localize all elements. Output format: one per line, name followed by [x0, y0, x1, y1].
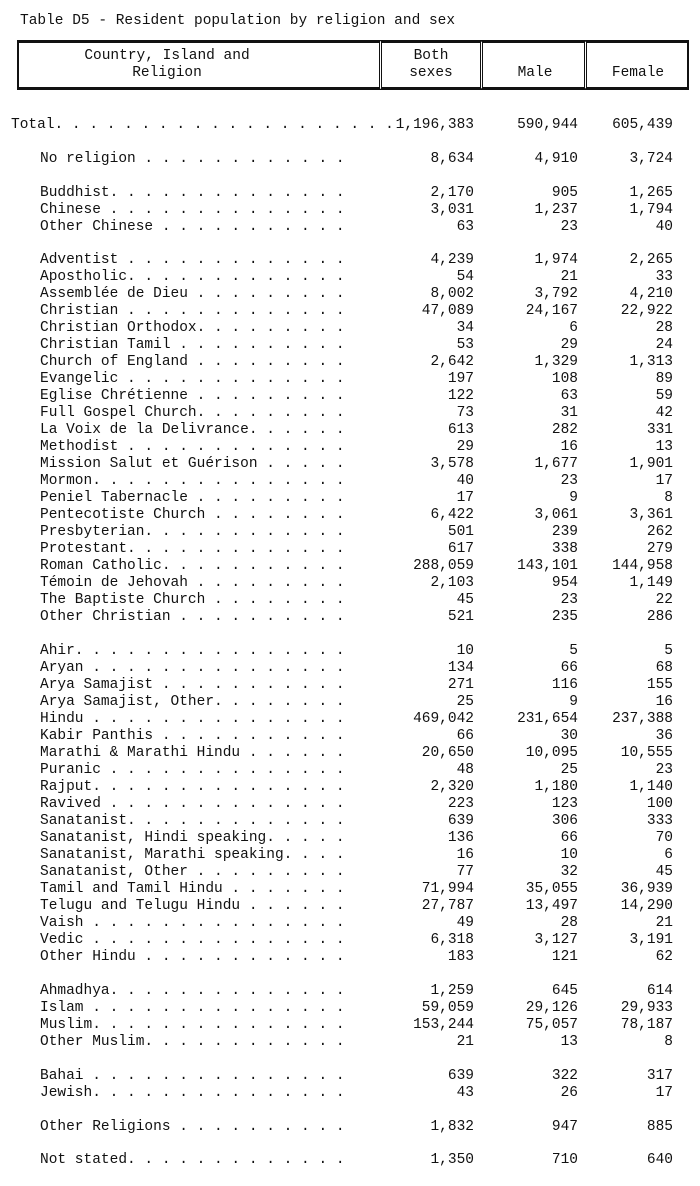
religion-label: Jewish. . . . . . . . . . . . . . . — [40, 1084, 345, 1101]
table-row — [0, 252, 700, 269]
religion-label: Arya Samajist . . . . . . . . . . . — [40, 677, 345, 694]
male-value: 32 — [560, 864, 578, 881]
both-sexes-value: 66 — [456, 728, 474, 745]
table-row — [0, 439, 700, 456]
religion-label: Arya Samajist, Other. . . . . . . . — [40, 694, 345, 711]
male-value: 24,167 — [525, 303, 578, 320]
both-sexes-value: 53 — [456, 337, 474, 354]
male-value: 3,061 — [534, 507, 578, 524]
both-sexes-value: 54 — [456, 269, 474, 286]
religion-label: Kabir Panthis . . . . . . . . . . . — [40, 728, 345, 745]
female-value: 29,933 — [620, 999, 673, 1016]
religion-label: Islam . . . . . . . . . . . . . . . — [40, 999, 345, 1016]
table-header — [17, 40, 689, 90]
male-value: 108 — [551, 371, 578, 388]
female-value: 155 — [646, 677, 673, 694]
female-value: 3,361 — [629, 507, 673, 524]
male-value: 31 — [560, 405, 578, 422]
both-sexes-value: 6,318 — [430, 932, 474, 949]
both-sexes-value: 469,042 — [413, 711, 474, 728]
religion-label: La Voix de la Delivrance. . . . . . — [40, 422, 345, 439]
religion-label: Eglise Chrétienne . . . . . . . . . — [40, 388, 345, 405]
male-value: 1,237 — [534, 201, 578, 218]
male-value: 645 — [551, 982, 578, 999]
religion-label: Vaish . . . . . . . . . . . . . . . — [40, 915, 345, 932]
religion-label: Other Religions . . . . . . . . . . — [40, 1118, 345, 1135]
table-row — [0, 830, 700, 847]
both-sexes-value: 16 — [456, 847, 474, 864]
female-value: 59 — [655, 388, 673, 405]
total-row — [0, 117, 700, 134]
religion-label: Christian Orthodox. . . . . . . . . — [40, 320, 345, 337]
religion-label: Pentecotiste Church . . . . . . . . — [40, 507, 345, 524]
table-row — [0, 677, 700, 694]
both-sexes-value: 501 — [447, 524, 474, 541]
male-value: 23 — [560, 592, 578, 609]
table-row — [0, 847, 700, 864]
male-value: 954 — [551, 575, 578, 592]
female-value: 262 — [646, 524, 673, 541]
both-sexes-value: 183 — [447, 949, 474, 966]
religion-label: Marathi & Marathi Hindu . . . . . . — [40, 745, 345, 762]
both-sexes-value: 8,002 — [430, 286, 474, 303]
both-sexes-value: 197 — [447, 371, 474, 388]
both-sexes-value: 1,832 — [430, 1118, 474, 1135]
religion-label: Tamil and Tamil Hindu . . . . . . . — [40, 881, 345, 898]
religion-label: Peniel Tabernacle . . . . . . . . . — [40, 490, 345, 507]
male-value: 23 — [560, 473, 578, 490]
both-sexes-value: 3,031 — [430, 201, 474, 218]
female-value: 22,922 — [620, 303, 673, 320]
table-row — [0, 881, 700, 898]
table-body — [0, 117, 700, 1169]
both-sexes-value: 1,196,383 — [395, 117, 474, 133]
table-row — [0, 1119, 700, 1136]
female-value: 605,439 — [612, 117, 673, 133]
religion-label: Ahmadhya. . . . . . . . . . . . . . — [40, 982, 345, 999]
religion-label: Telugu and Telugu Hindu . . . . . . — [40, 898, 345, 915]
male-value: 75,057 — [525, 1016, 578, 1033]
table-row — [0, 286, 700, 303]
table-row — [0, 456, 700, 473]
religion-label: Muslim. . . . . . . . . . . . . . . — [40, 1016, 345, 1033]
female-value: 62 — [655, 949, 673, 966]
male-value: 143,101 — [517, 558, 578, 575]
religion-label: Other Hindu . . . . . . . . . . . . — [40, 949, 345, 966]
female-value: 17 — [655, 1084, 673, 1101]
both-sexes-value: 2,103 — [430, 575, 474, 592]
male-value: 13,497 — [525, 898, 578, 915]
both-sexes-value: 40 — [456, 473, 474, 490]
both-sexes-value: 2,320 — [430, 779, 474, 796]
male-value: 231,654 — [517, 711, 578, 728]
religion-label: Full Gospel Church. . . . . . . . . — [40, 405, 345, 422]
religion-label: Christian Tamil . . . . . . . . . . — [40, 337, 345, 354]
religion-label: Sanatanist, Marathi speaking. . . . — [40, 847, 345, 864]
both-sexes-value: 521 — [447, 609, 474, 626]
both-sexes-value: 613 — [447, 422, 474, 439]
male-value: 35,055 — [525, 881, 578, 898]
male-value: 1,974 — [534, 252, 578, 269]
female-value: 28 — [655, 320, 673, 337]
table-row — [0, 592, 700, 609]
religion-label: Evangelic . . . . . . . . . . . . . — [40, 371, 345, 388]
religion-label: Methodist . . . . . . . . . . . . . — [40, 439, 345, 456]
both-sexes-value: 122 — [447, 388, 474, 405]
table-row — [0, 337, 700, 354]
both-sexes-value: 27,787 — [421, 898, 474, 915]
male-value: 10,095 — [525, 745, 578, 762]
female-value: 21 — [655, 915, 673, 932]
female-value: 144,958 — [612, 558, 673, 575]
male-value: 13 — [560, 1033, 578, 1050]
table-row — [0, 320, 700, 337]
table-row — [0, 898, 700, 915]
female-value: 2,265 — [629, 252, 673, 269]
both-sexes-value: 29 — [456, 439, 474, 456]
religion-label: Ravived . . . . . . . . . . . . . . — [40, 796, 345, 813]
female-value: 36,939 — [620, 881, 673, 898]
both-sexes-value: 639 — [447, 1067, 474, 1084]
religion-label: Buddhist. . . . . . . . . . . . . . — [40, 184, 345, 201]
religion-label: Ahir. . . . . . . . . . . . . . . . — [40, 643, 345, 660]
female-value: 78,187 — [620, 1016, 673, 1033]
religion-label: Christian . . . . . . . . . . . . . — [40, 303, 345, 320]
male-value: 1,677 — [534, 456, 578, 473]
male-value: 30 — [560, 728, 578, 745]
religion-label: Protestant. . . . . . . . . . . . . — [40, 541, 345, 558]
male-value: 23 — [560, 218, 578, 235]
table-row — [0, 473, 700, 490]
both-sexes-value: 4,239 — [430, 252, 474, 269]
religion-label: Hindu . . . . . . . . . . . . . . . — [40, 711, 345, 728]
table-row — [0, 762, 700, 779]
female-value: 317 — [646, 1067, 673, 1084]
male-value: 9 — [569, 694, 578, 711]
table-row — [0, 541, 700, 558]
male-value: 947 — [551, 1118, 578, 1135]
table-row — [0, 558, 700, 575]
table-row — [0, 575, 700, 592]
male-value: 25 — [560, 762, 578, 779]
male-value: 21 — [560, 269, 578, 286]
both-sexes-value: 2,642 — [430, 354, 474, 371]
female-value: 1,149 — [629, 575, 673, 592]
religion-label: Adventist . . . . . . . . . . . . . — [40, 252, 345, 269]
male-value: 29 — [560, 337, 578, 354]
header-male: Male — [517, 65, 553, 81]
religion-label: Church of England . . . . . . . . . — [40, 354, 345, 371]
religion-label: Apostholic. . . . . . . . . . . . . — [40, 269, 345, 286]
male-value: 29,126 — [525, 999, 578, 1016]
religion-label: Bahai . . . . . . . . . . . . . . . — [40, 1067, 345, 1084]
table-row — [0, 507, 700, 524]
both-sexes-value: 59,059 — [421, 999, 474, 1016]
female-value: 45 — [655, 864, 673, 881]
religion-label: The Baptiste Church . . . . . . . . — [40, 592, 345, 609]
female-value: 70 — [655, 830, 673, 847]
female-value: 4,210 — [629, 286, 673, 303]
table-row — [0, 1152, 700, 1169]
male-value: 121 — [551, 949, 578, 966]
religion-label: Aryan . . . . . . . . . . . . . . . — [40, 660, 345, 677]
religion-label: Sanatanist, Other . . . . . . . . . — [40, 864, 345, 881]
female-value: 1,140 — [629, 779, 673, 796]
female-value: 286 — [646, 609, 673, 626]
table-row — [0, 202, 700, 219]
male-value: 66 — [560, 830, 578, 847]
header-both-sexes: Both sexes — [409, 48, 453, 81]
both-sexes-value: 25 — [456, 694, 474, 711]
both-sexes-value: 34 — [456, 320, 474, 337]
both-sexes-value: 3,578 — [430, 456, 474, 473]
male-value: 4,910 — [534, 150, 578, 167]
male-value: 282 — [551, 422, 578, 439]
religion-label: Témoin de Jehovah . . . . . . . . . — [40, 575, 345, 592]
male-value: 905 — [551, 184, 578, 201]
both-sexes-value: 2,170 — [430, 184, 474, 201]
table-row — [0, 1034, 700, 1051]
both-sexes-value: 20,650 — [421, 745, 474, 762]
male-value: 710 — [551, 1152, 578, 1169]
male-value: 1,329 — [534, 354, 578, 371]
male-value: 3,127 — [534, 932, 578, 949]
both-sexes-value: 153,244 — [413, 1016, 474, 1033]
table-row — [0, 711, 700, 728]
male-value: 306 — [551, 813, 578, 830]
religion-label: Other Christian . . . . . . . . . . — [40, 609, 345, 626]
table-row — [0, 388, 700, 405]
table-row — [0, 1068, 700, 1085]
female-value: 33 — [655, 269, 673, 286]
female-value: 279 — [646, 541, 673, 558]
female-value: 6 — [664, 847, 673, 864]
male-value: 16 — [560, 439, 578, 456]
table-row — [0, 660, 700, 677]
table-row — [0, 728, 700, 745]
table-row — [0, 524, 700, 541]
female-value: 40 — [655, 218, 673, 235]
male-value: 63 — [560, 388, 578, 405]
male-value: 1,180 — [534, 779, 578, 796]
religion-label: Vedic . . . . . . . . . . . . . . . — [40, 932, 345, 949]
male-value: 10 — [560, 847, 578, 864]
female-value: 237,388 — [612, 711, 673, 728]
male-value: 26 — [560, 1084, 578, 1101]
header-religion: Country, Island and Religion — [84, 48, 250, 81]
table-row — [0, 371, 700, 388]
table-row — [0, 609, 700, 626]
female-value: 8 — [664, 1033, 673, 1050]
table-row — [0, 1000, 700, 1017]
female-value: 885 — [646, 1118, 673, 1135]
female-value: 331 — [646, 422, 673, 439]
both-sexes-value: 1,259 — [430, 982, 474, 999]
female-value: 614 — [646, 982, 673, 999]
male-value: 116 — [551, 677, 578, 694]
table-row — [0, 864, 700, 881]
table-row — [0, 796, 700, 813]
female-value: 68 — [655, 660, 673, 677]
table-row — [0, 185, 700, 202]
table-row — [0, 1017, 700, 1034]
male-value: 338 — [551, 541, 578, 558]
both-sexes-value: 223 — [447, 796, 474, 813]
both-sexes-value: 77 — [456, 864, 474, 881]
female-value: 1,265 — [629, 184, 673, 201]
female-value: 640 — [646, 1152, 673, 1169]
both-sexes-value: 47,089 — [421, 303, 474, 320]
table-row — [0, 745, 700, 762]
female-value: 10,555 — [620, 745, 673, 762]
table-row — [0, 694, 700, 711]
religion-label: No religion . . . . . . . . . . . . — [40, 150, 345, 167]
table-row — [0, 490, 700, 507]
female-value: 24 — [655, 337, 673, 354]
both-sexes-value: 17 — [456, 490, 474, 507]
table-row — [0, 1085, 700, 1102]
religion-label: Chinese . . . . . . . . . . . . . . — [40, 201, 345, 218]
both-sexes-value: 49 — [456, 915, 474, 932]
table-row — [0, 949, 700, 966]
male-value: 9 — [569, 490, 578, 507]
religion-label: Not stated. . . . . . . . . . . . . — [40, 1152, 345, 1169]
female-value: 16 — [655, 694, 673, 711]
table-row — [0, 779, 700, 796]
table-row — [0, 932, 700, 949]
religion-label: Mission Salut et Guérison . . . . . — [40, 456, 345, 473]
table-row — [0, 813, 700, 830]
female-value: 1,901 — [629, 456, 673, 473]
male-value: 3,792 — [534, 286, 578, 303]
female-value: 13 — [655, 439, 673, 456]
religion-label: Presbyterian. . . . . . . . . . . . — [40, 524, 345, 541]
table-row — [0, 219, 700, 236]
religion-label: Rajput. . . . . . . . . . . . . . . — [40, 779, 345, 796]
female-value: 5 — [664, 643, 673, 660]
both-sexes-value: 639 — [447, 813, 474, 830]
religion-label: Assemblée de Dieu . . . . . . . . . — [40, 286, 345, 303]
religion-label: Sanatanist. . . . . . . . . . . . . — [40, 813, 345, 830]
religion-label: Puranic . . . . . . . . . . . . . . — [40, 762, 345, 779]
female-value: 1,794 — [629, 201, 673, 218]
table-row — [0, 643, 700, 660]
table-row — [0, 303, 700, 320]
male-value: 239 — [551, 524, 578, 541]
both-sexes-value: 288,059 — [413, 558, 474, 575]
both-sexes-value: 43 — [456, 1084, 474, 1101]
both-sexes-value: 8,634 — [430, 150, 474, 167]
both-sexes-value: 1,350 — [430, 1152, 474, 1169]
both-sexes-value: 617 — [447, 541, 474, 558]
both-sexes-value: 45 — [456, 592, 474, 609]
female-value: 14,290 — [620, 898, 673, 915]
female-value: 100 — [646, 796, 673, 813]
table-row — [0, 354, 700, 371]
female-value: 23 — [655, 762, 673, 779]
religion-label: Total. . . . . . . . . . . . . . . . . . . . — [11, 117, 394, 133]
male-value: 123 — [551, 796, 578, 813]
female-value: 1,313 — [629, 354, 673, 371]
header-female: Female — [611, 65, 665, 81]
table-title: Table D5 - Resident population by religion and sex — [20, 13, 456, 29]
female-value: 3,724 — [629, 150, 673, 167]
female-value: 8 — [664, 490, 673, 507]
male-value: 66 — [560, 660, 578, 677]
male-value: 28 — [560, 915, 578, 932]
female-value: 42 — [655, 405, 673, 422]
table-row — [0, 405, 700, 422]
male-value: 322 — [551, 1067, 578, 1084]
both-sexes-value: 134 — [447, 660, 474, 677]
both-sexes-value: 63 — [456, 218, 474, 235]
religion-label: Mormon. . . . . . . . . . . . . . . — [40, 473, 345, 490]
male-value: 590,944 — [517, 117, 578, 133]
table-row — [0, 422, 700, 439]
female-value: 17 — [655, 473, 673, 490]
male-value: 5 — [569, 643, 578, 660]
both-sexes-value: 71,994 — [421, 881, 474, 898]
female-value: 333 — [646, 813, 673, 830]
both-sexes-value: 136 — [447, 830, 474, 847]
male-value: 6 — [569, 320, 578, 337]
female-value: 22 — [655, 592, 673, 609]
both-sexes-value: 6,422 — [430, 507, 474, 524]
table-row — [0, 983, 700, 1000]
female-value: 3,191 — [629, 932, 673, 949]
table-row — [0, 151, 700, 168]
both-sexes-value: 271 — [447, 677, 474, 694]
religion-label: Roman Catholic. . . . . . . . . . . — [40, 558, 345, 575]
both-sexes-value: 21 — [456, 1033, 474, 1050]
both-sexes-value: 10 — [456, 643, 474, 660]
female-value: 36 — [655, 728, 673, 745]
table-row — [0, 915, 700, 932]
religion-label: Other Chinese . . . . . . . . . . . — [40, 218, 345, 235]
male-value: 235 — [551, 609, 578, 626]
female-value: 89 — [655, 371, 673, 388]
both-sexes-value: 73 — [456, 405, 474, 422]
religion-label: Sanatanist, Hindi speaking. . . . . — [40, 830, 345, 847]
table-row — [0, 269, 700, 286]
both-sexes-value: 48 — [456, 762, 474, 779]
religion-label: Other Muslim. . . . . . . . . . . . — [40, 1033, 345, 1050]
